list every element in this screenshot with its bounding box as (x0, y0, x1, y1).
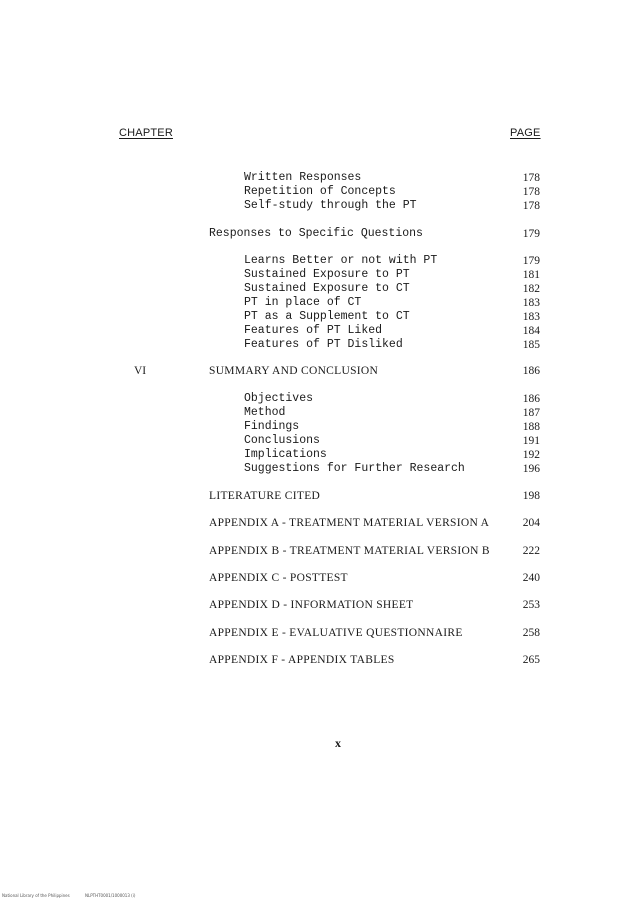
toc-page-findings: 188 (522, 421, 540, 433)
toc-page-specific-questions: 179 (522, 228, 540, 240)
toc-page-exposure-pt: 181 (522, 269, 540, 281)
toc-page-appendix-a: 204 (522, 517, 540, 529)
page-column-header: PAGE (510, 127, 541, 139)
toc-entry-suggestions: Suggestions for Further Research (244, 462, 465, 475)
scan-footer (2, 893, 149, 898)
toc-entry-method: Method (244, 406, 286, 419)
toc-page-pt-supplement: 183 (522, 311, 540, 323)
toc-entry-exposure-ct: Sustained Exposure to CT (244, 282, 410, 295)
toc-page-learns-better: 179 (522, 255, 540, 267)
toc-entry-pt-in-place: PT in place of CT (244, 296, 362, 309)
toc-page-appendix-b: 222 (522, 545, 540, 557)
toc-page-suggestions: 196 (522, 463, 540, 475)
toc-entry-features-liked: Features of PT Liked (244, 324, 383, 337)
toc-page-literature-cited: 198 (522, 490, 540, 502)
toc-page-implications: 192 (522, 449, 540, 461)
toc-appendix-b: APPENDIX B - TREATMENT MATERIAL VERSION B (209, 545, 490, 557)
toc-page-method: 187 (522, 407, 540, 419)
footer-id: NLPTHT0001/1000013 (i) (85, 893, 136, 898)
toc-entry-written-responses: Written Responses (244, 171, 362, 184)
toc-appendix-a: APPENDIX A - TREATMENT MATERIAL VERSION A (209, 517, 490, 529)
toc-page-self-study: 178 (522, 200, 540, 212)
toc-entry-implications: Implications (244, 448, 327, 461)
toc-literature-cited: LITERATURE CITED (209, 490, 321, 502)
toc-page-repetition-of-concepts: 178 (522, 186, 540, 198)
toc-chapter-summary-conclusion: SUMMARY AND CONCLUSION (209, 365, 379, 377)
toc-appendix-e: APPENDIX E - EVALUATIVE QUESTIONNAIRE (209, 627, 463, 639)
toc-entry-self-study: Self-study through the PT (244, 199, 417, 212)
toc-page-written-responses: 178 (522, 172, 540, 184)
toc-page-exposure-ct: 182 (522, 283, 540, 295)
toc-appendix-d: APPENDIX D - INFORMATION SHEET (209, 599, 414, 611)
toc-page-summary-conclusion: 186 (522, 365, 540, 377)
toc-entry-exposure-pt: Sustained Exposure to PT (244, 268, 410, 281)
toc-entry-findings: Findings (244, 420, 300, 433)
chapter-number-vi: VI (134, 365, 147, 377)
toc-page-objectives: 186 (522, 393, 540, 405)
toc-page-features-liked: 184 (522, 325, 540, 337)
toc-page-appendix-d: 253 (522, 599, 540, 611)
toc-entry-pt-supplement: PT as a Supplement to CT (244, 310, 410, 323)
toc-entry-learns-better: Learns Better or not with PT (244, 254, 438, 267)
toc-page-appendix-e: 258 (522, 627, 540, 639)
toc-entry-features-disliked: Features of PT Disliked (244, 338, 403, 351)
toc-page-conclusions: 191 (522, 435, 540, 447)
toc-appendix-f: APPENDIX F - APPENDIX TABLES (209, 654, 395, 666)
toc-entry-repetition-of-concepts: Repetition of Concepts (244, 185, 396, 198)
toc-page-features-disliked: 185 (522, 339, 540, 351)
toc-appendix-c: APPENDIX C - POSTTEST (209, 572, 348, 584)
toc-section-specific-questions: Responses to Specific Questions (209, 227, 423, 240)
chapter-column-header: CHAPTER (119, 127, 173, 139)
toc-entry-conclusions: Conclusions (244, 434, 320, 447)
page-folio: x (335, 736, 341, 750)
toc-page-appendix-f: 265 (522, 654, 540, 666)
toc-page-pt-in-place: 183 (522, 297, 540, 309)
toc-entry-objectives: Objectives (244, 392, 314, 405)
footer-source: National Library of the Philippines (2, 893, 70, 898)
toc-page-appendix-c: 240 (522, 572, 540, 584)
